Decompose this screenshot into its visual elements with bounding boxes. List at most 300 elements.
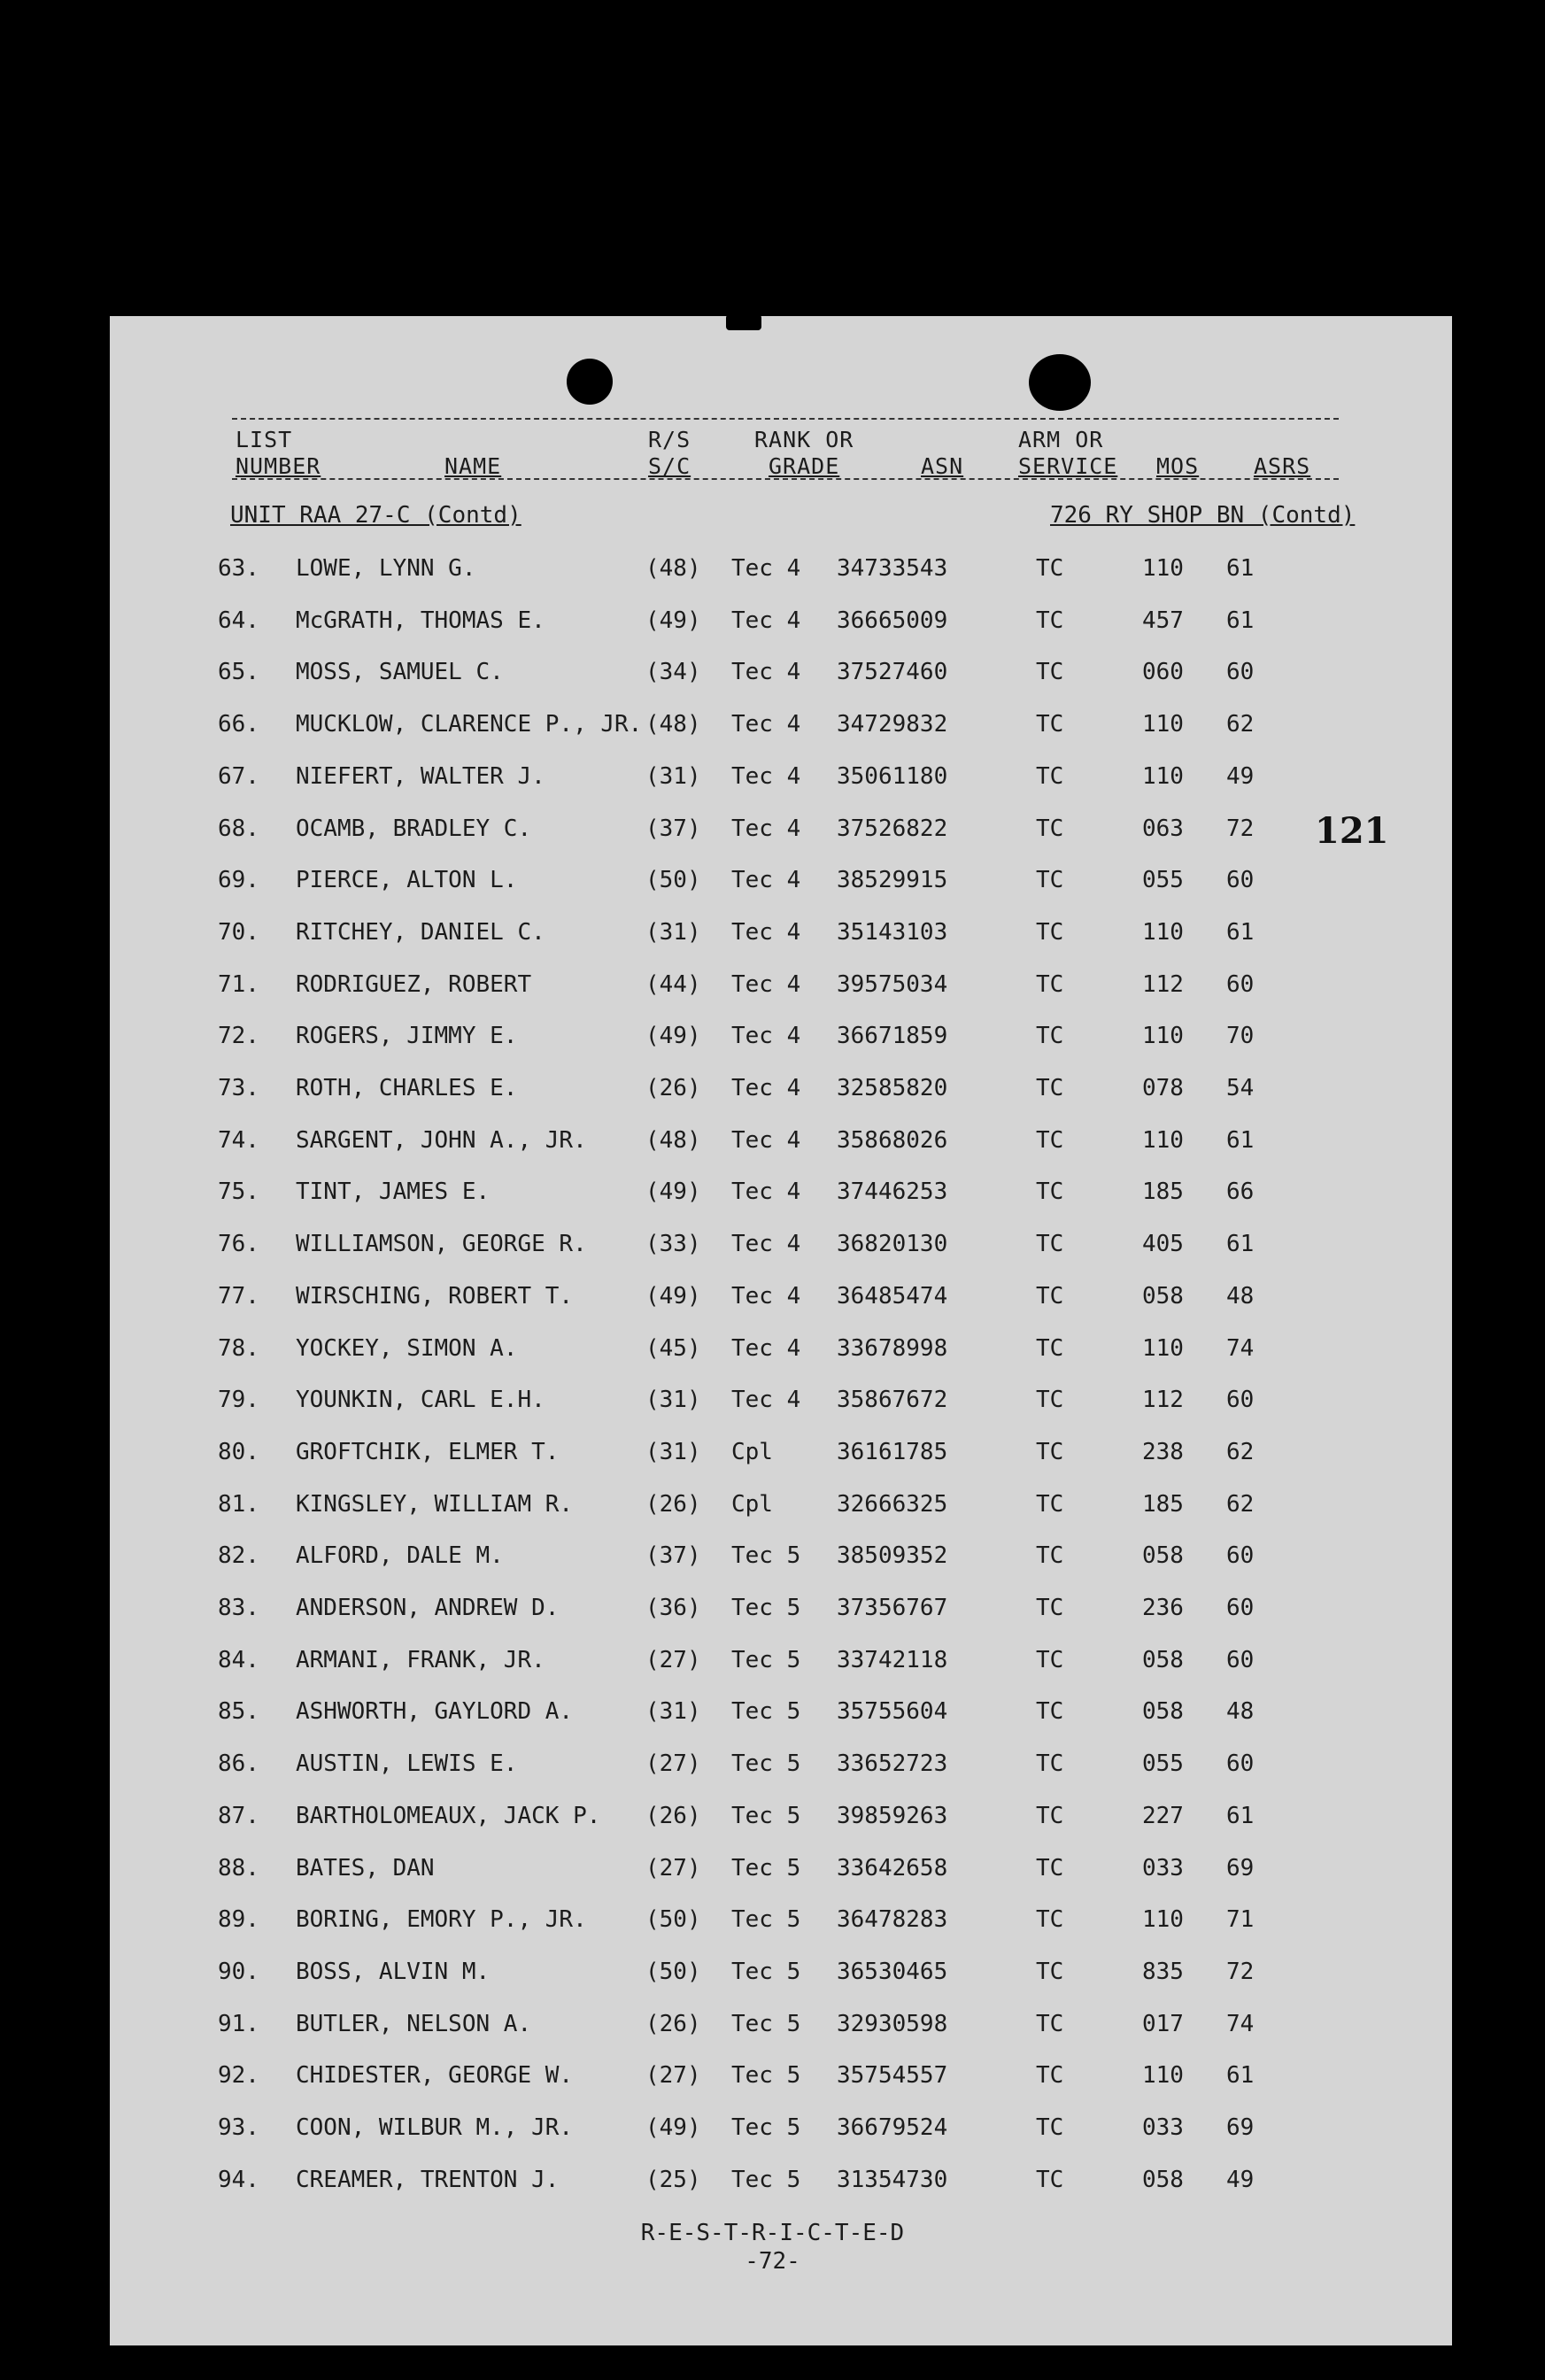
cell-name: COON, WILBUR M., JR.: [296, 2114, 574, 2141]
cell-rank: Tec 5: [731, 1958, 801, 1985]
cell-arm: TC: [1036, 2062, 1064, 2090]
cell-mos: 058: [1142, 1282, 1184, 1310]
cell-asn: 36820130: [837, 1231, 948, 1258]
cell-mos: 058: [1142, 2166, 1184, 2193]
cell-asrs: 49: [1226, 2166, 1255, 2193]
cell-mos: 110: [1142, 1334, 1184, 1362]
table-row: [0, 1023, 1545, 1058]
cell-mos: 112: [1142, 1387, 1184, 1414]
cell-age: (45): [645, 1334, 701, 1362]
footer-restricted: R-E-S-T-R-I-C-T-E-D: [640, 2220, 905, 2246]
footer-page-number: -72-: [745, 2248, 800, 2275]
cell-asn: 35755604: [837, 1698, 948, 1726]
cell-mos: 110: [1142, 2062, 1184, 2090]
cell-name: YOCKEY, SIMON A.: [296, 1334, 518, 1362]
cell-mos: 110: [1142, 1126, 1184, 1154]
cell-num: 74.: [218, 1126, 259, 1154]
table-row: [0, 2167, 1545, 2202]
cell-num: 73.: [218, 1075, 259, 1101]
cell-age: (44): [645, 970, 701, 998]
cell-mos: 033: [1142, 1854, 1184, 1882]
punch-hole-right: [1029, 354, 1091, 411]
cell-asn: 37446253: [837, 1178, 948, 1206]
cell-mos: 110: [1142, 762, 1184, 790]
cell-arm: TC: [1036, 1854, 1064, 1882]
header-asn: ASN: [921, 453, 964, 479]
cell-rank: Tec 5: [731, 1802, 801, 1829]
cell-age: (50): [645, 867, 701, 894]
cell-age: (50): [645, 1906, 701, 1934]
header-asrs: ASRS: [1254, 453, 1311, 479]
cell-name: WILLIAMSON, GEORGE R.: [296, 1231, 587, 1258]
cell-asn: 36530465: [837, 1958, 948, 1985]
cell-name: ROTH, CHARLES E.: [296, 1075, 518, 1101]
cell-asrs: 48: [1226, 1282, 1255, 1310]
cell-mos: 055: [1142, 867, 1184, 894]
cell-num: 75.: [218, 1178, 259, 1206]
cell-arm: TC: [1036, 1646, 1064, 1673]
cell-asn: 34733543: [837, 555, 948, 582]
cell-num: 81.: [218, 1490, 259, 1518]
table-row: [0, 1542, 1545, 1578]
cell-asn: 35867672: [837, 1387, 948, 1414]
cell-asn: 36665009: [837, 607, 948, 634]
cell-asn: 34729832: [837, 711, 948, 738]
cell-asrs: 60: [1226, 1750, 1255, 1778]
cell-asn: 33642658: [837, 1854, 948, 1882]
cell-name: YOUNKIN, CARL E.H.: [296, 1387, 545, 1414]
cell-mos: 110: [1142, 1906, 1184, 1934]
cell-rank: Tec 4: [731, 918, 801, 946]
cell-name: CREAMER, TRENTON J.: [296, 2166, 560, 2193]
table-row: [0, 1439, 1545, 1474]
cell-asrs: 60: [1226, 1595, 1255, 1621]
cell-mos: 055: [1142, 1750, 1184, 1778]
cell-num: 64.: [218, 607, 259, 634]
cell-num: 89.: [218, 1906, 259, 1934]
cell-age: (50): [645, 1958, 701, 1985]
cell-arm: TC: [1036, 867, 1064, 894]
cell-rank: Tec 4: [731, 815, 801, 842]
cell-name: TINT, JAMES E.: [296, 1178, 491, 1206]
cell-num: 76.: [218, 1231, 259, 1258]
cell-mos: 405: [1142, 1231, 1184, 1258]
table-row: [0, 1595, 1545, 1630]
cell-name: RITCHEY, DANIEL C.: [296, 918, 545, 946]
cell-age: (27): [645, 1854, 701, 1882]
cell-rank: Tec 4: [731, 1387, 801, 1414]
cell-asrs: 69: [1226, 1854, 1255, 1882]
cell-arm: TC: [1036, 1126, 1064, 1154]
table-row: [0, 763, 1545, 799]
cell-mos: 112: [1142, 970, 1184, 998]
cell-arm: TC: [1036, 1023, 1064, 1050]
cell-age: (27): [645, 1646, 701, 1673]
cell-arm: TC: [1036, 1334, 1064, 1362]
table-row: [0, 1491, 1545, 1526]
cell-asn: 37356767: [837, 1595, 948, 1621]
cell-rank: Tec 5: [731, 1854, 801, 1882]
table-row: [0, 1750, 1545, 1786]
cell-mos: 063: [1142, 815, 1184, 842]
cell-rank: Tec 4: [731, 1282, 801, 1310]
cell-age: (31): [645, 918, 701, 946]
cell-name: LOWE, LYNN G.: [296, 555, 476, 582]
cell-mos: 058: [1142, 1646, 1184, 1673]
page-number-stamp: 121: [1315, 810, 1389, 852]
cell-rank: Cpl: [731, 1490, 773, 1518]
cell-mos: 835: [1142, 1958, 1184, 1985]
table-row: [0, 1803, 1545, 1838]
cell-age: (26): [645, 1802, 701, 1829]
header-rs-1: R/S: [648, 427, 691, 452]
cell-age: (49): [645, 1178, 701, 1206]
torn-edge-mark: [726, 314, 761, 330]
cell-rank: Tec 4: [731, 607, 801, 634]
table-row: [0, 1075, 1545, 1110]
cell-rank: Tec 4: [731, 555, 801, 582]
cell-mos: 227: [1142, 1802, 1184, 1829]
cell-asrs: 60: [1226, 1542, 1255, 1570]
cell-arm: TC: [1036, 711, 1064, 738]
cell-rank: Tec 4: [731, 1334, 801, 1362]
cell-arm: TC: [1036, 1906, 1064, 1934]
cell-rank: Tec 4: [731, 867, 801, 894]
cell-num: 93.: [218, 2114, 259, 2141]
cell-asrs: 62: [1226, 1490, 1255, 1518]
cell-asrs: 66: [1226, 1178, 1255, 1206]
cell-num: 77.: [218, 1282, 259, 1310]
cell-name: MUCKLOW, CLARENCE P., JR.: [296, 711, 643, 738]
cell-rank: Tec 5: [731, 2010, 801, 2037]
cell-age: (49): [645, 1023, 701, 1050]
header-name: NAME: [444, 453, 502, 479]
cell-mos: 185: [1142, 1178, 1184, 1206]
cell-mos: 185: [1142, 1490, 1184, 1518]
unit-label-left: UNIT RAA 27-C (Contd): [230, 502, 521, 529]
cell-arm: TC: [1036, 1178, 1064, 1206]
cell-arm: TC: [1036, 815, 1064, 842]
cell-num: 91.: [218, 2010, 259, 2037]
cell-asn: 32930598: [837, 2010, 948, 2037]
cell-age: (48): [645, 1126, 701, 1154]
cell-rank: Tec 5: [731, 1906, 801, 1934]
table-row: [0, 1855, 1545, 1890]
cell-mos: 110: [1142, 711, 1184, 738]
cell-name: ASHWORTH, GAYLORD A.: [296, 1698, 574, 1726]
table-row: [0, 815, 1545, 851]
cell-name: BORING, EMORY P., JR.: [296, 1906, 587, 1934]
cell-arm: TC: [1036, 607, 1064, 634]
cell-num: 82.: [218, 1542, 259, 1570]
cell-arm: TC: [1036, 659, 1064, 686]
cell-arm: TC: [1036, 1490, 1064, 1518]
cell-asrs: 61: [1226, 1802, 1255, 1829]
unit-label-right: 726 RY SHOP BN (Contd): [1050, 502, 1356, 529]
header-list-number-2: NUMBER: [236, 453, 321, 479]
cell-arm: TC: [1036, 1438, 1064, 1465]
cell-asn: 35061180: [837, 762, 948, 790]
table-row: [0, 711, 1545, 746]
cell-asn: 36161785: [837, 1438, 948, 1465]
header-arm-1: ARM OR: [1018, 427, 1104, 452]
cell-rank: Tec 5: [731, 2166, 801, 2193]
cell-age: (31): [645, 1387, 701, 1414]
cell-age: (31): [645, 1698, 701, 1726]
cell-num: 63.: [218, 555, 259, 582]
cell-num: 69.: [218, 867, 259, 894]
cell-num: 92.: [218, 2062, 259, 2090]
cell-num: 90.: [218, 1958, 259, 1985]
cell-arm: TC: [1036, 1282, 1064, 1310]
cell-mos: 457: [1142, 607, 1184, 634]
table-row: [0, 2114, 1545, 2150]
cell-arm: TC: [1036, 2166, 1064, 2193]
cell-num: 71.: [218, 970, 259, 998]
cell-arm: TC: [1036, 1542, 1064, 1570]
cell-name: AUSTIN, LEWIS E.: [296, 1750, 518, 1778]
cell-age: (36): [645, 1595, 701, 1621]
cell-asrs: 74: [1226, 1334, 1255, 1362]
table-row: [0, 867, 1545, 902]
table-row: [0, 919, 1545, 954]
cell-name: OCAMB, BRADLEY C.: [296, 815, 532, 842]
cell-name: RODRIGUEZ, ROBERT: [296, 970, 532, 998]
cell-name: McGRATH, THOMAS E.: [296, 607, 545, 634]
cell-age: (26): [645, 2010, 701, 2037]
cell-mos: 110: [1142, 1023, 1184, 1050]
table-row: [0, 659, 1545, 694]
cell-asrs: 60: [1226, 1387, 1255, 1414]
header-rule-top: [232, 418, 1339, 420]
cell-rank: Tec 4: [731, 762, 801, 790]
cell-name: CHIDESTER, GEORGE W.: [296, 2062, 574, 2090]
cell-mos: 238: [1142, 1438, 1184, 1465]
cell-name: PIERCE, ALTON L.: [296, 867, 518, 894]
cell-rank: Tec 4: [731, 659, 801, 686]
cell-age: (26): [645, 1490, 701, 1518]
cell-arm: TC: [1036, 1387, 1064, 1414]
header-rank-1: RANK OR: [754, 427, 854, 452]
punch-hole-left: [567, 359, 613, 405]
cell-asn: 37526822: [837, 815, 948, 842]
header-rule-bottom: [232, 478, 1339, 480]
table-row: [0, 2011, 1545, 2046]
cell-mos: 078: [1142, 1075, 1184, 1101]
cell-arm: TC: [1036, 1698, 1064, 1726]
cell-num: 65.: [218, 659, 259, 686]
cell-rank: Tec 4: [731, 1126, 801, 1154]
header-arm-2: SERVICE: [1018, 453, 1118, 479]
cell-age: (37): [645, 815, 701, 842]
cell-mos: 033: [1142, 2114, 1184, 2141]
cell-name: NIEFERT, WALTER J.: [296, 762, 545, 790]
cell-mos: 060: [1142, 659, 1184, 686]
cell-asrs: 54: [1226, 1075, 1255, 1101]
cell-name: SARGENT, JOHN A., JR.: [296, 1126, 587, 1154]
cell-arm: TC: [1036, 970, 1064, 998]
cell-rank: Tec 5: [731, 1750, 801, 1778]
cell-age: (48): [645, 555, 701, 582]
table-row: [0, 1231, 1545, 1266]
cell-asrs: 62: [1226, 1438, 1255, 1465]
table-row: [0, 607, 1545, 643]
cell-asrs: 61: [1226, 1231, 1255, 1258]
cell-asn: 33678998: [837, 1334, 948, 1362]
cell-age: (25): [645, 2166, 701, 2193]
table-row: [0, 1283, 1545, 1318]
cell-num: 87.: [218, 1802, 259, 1829]
table-row: [0, 1178, 1545, 1214]
cell-arm: TC: [1036, 1595, 1064, 1621]
table-row: [0, 1647, 1545, 1682]
cell-asrs: 72: [1226, 815, 1255, 842]
cell-mos: 110: [1142, 918, 1184, 946]
cell-mos: 058: [1142, 1542, 1184, 1570]
cell-rank: Tec 4: [731, 711, 801, 738]
cell-num: 88.: [218, 1854, 259, 1882]
cell-name: KINGSLEY, WILLIAM R.: [296, 1490, 574, 1518]
cell-asn: 32585820: [837, 1075, 948, 1101]
cell-asrs: 72: [1226, 1958, 1255, 1985]
cell-rank: Tec 5: [731, 2114, 801, 2141]
cell-asn: 36671859: [837, 1023, 948, 1050]
cell-age: (49): [645, 2114, 701, 2141]
cell-rank: Tec 5: [731, 1542, 801, 1570]
cell-asn: 38529915: [837, 867, 948, 894]
cell-rank: Tec 4: [731, 970, 801, 998]
cell-asrs: 74: [1226, 2010, 1255, 2037]
cell-num: 94.: [218, 2166, 259, 2193]
cell-asn: 31354730: [837, 2166, 948, 2193]
cell-mos: 236: [1142, 1595, 1184, 1621]
cell-asrs: 70: [1226, 1023, 1255, 1050]
cell-num: 84.: [218, 1646, 259, 1673]
cell-name: BUTLER, NELSON A.: [296, 2010, 532, 2037]
cell-arm: TC: [1036, 2114, 1064, 2141]
header-list-number-1: LIST: [236, 427, 293, 452]
cell-asn: 32666325: [837, 1490, 948, 1518]
table-row: [0, 1335, 1545, 1371]
cell-asrs: 71: [1226, 1906, 1255, 1934]
cell-age: (49): [645, 1282, 701, 1310]
cell-num: 72.: [218, 1023, 259, 1050]
cell-num: 80.: [218, 1438, 259, 1465]
cell-age: (26): [645, 1075, 701, 1101]
cell-asrs: 60: [1226, 867, 1255, 894]
header-rs-2: S/C: [648, 453, 691, 479]
cell-arm: TC: [1036, 1231, 1064, 1258]
cell-asn: 35754557: [837, 2062, 948, 2090]
cell-num: 70.: [218, 918, 259, 946]
cell-num: 78.: [218, 1334, 259, 1362]
cell-num: 85.: [218, 1698, 259, 1726]
cell-mos: 017: [1142, 2010, 1184, 2037]
cell-asn: 37527460: [837, 659, 948, 686]
cell-asrs: 62: [1226, 711, 1255, 738]
cell-arm: TC: [1036, 1958, 1064, 1985]
cell-asrs: 60: [1226, 970, 1255, 998]
table-row: [0, 555, 1545, 591]
cell-rank: Tec 5: [731, 1646, 801, 1673]
cell-age: (49): [645, 607, 701, 634]
cell-name: BOSS, ALVIN M.: [296, 1958, 491, 1985]
cell-num: 86.: [218, 1750, 259, 1778]
cell-name: ROGERS, JIMMY E.: [296, 1023, 518, 1050]
cell-name: WIRSCHING, ROBERT T.: [296, 1282, 574, 1310]
cell-mos: 058: [1142, 1698, 1184, 1726]
cell-age: (31): [645, 1438, 701, 1465]
cell-asrs: 69: [1226, 2114, 1255, 2141]
cell-age: (33): [645, 1231, 701, 1258]
cell-arm: TC: [1036, 1750, 1064, 1778]
cell-rank: Tec 4: [731, 1075, 801, 1101]
cell-asrs: 48: [1226, 1698, 1255, 1726]
cell-age: (27): [645, 2062, 701, 2090]
cell-num: 66.: [218, 711, 259, 738]
cell-asn: 35143103: [837, 918, 948, 946]
cell-name: ANDERSON, ANDREW D.: [296, 1595, 560, 1621]
cell-rank: Tec 4: [731, 1231, 801, 1258]
cell-age: (48): [645, 711, 701, 738]
cell-age: (37): [645, 1542, 701, 1570]
table-row: [0, 1698, 1545, 1734]
header-rank-2: GRADE: [769, 453, 840, 479]
cell-name: MOSS, SAMUEL C.: [296, 659, 504, 686]
cell-asrs: 61: [1226, 607, 1255, 634]
cell-arm: TC: [1036, 2010, 1064, 2037]
cell-asn: 39859263: [837, 1802, 948, 1829]
cell-num: 83.: [218, 1595, 259, 1621]
cell-asn: 35868026: [837, 1126, 948, 1154]
table-row: [0, 971, 1545, 1007]
cell-name: ARMANI, FRANK, JR.: [296, 1646, 545, 1673]
cell-age: (34): [645, 659, 701, 686]
cell-asrs: 61: [1226, 555, 1255, 582]
cell-asrs: 60: [1226, 1646, 1255, 1673]
cell-name: BATES, DAN: [296, 1854, 435, 1882]
cell-arm: TC: [1036, 1802, 1064, 1829]
table-row: [0, 1127, 1545, 1163]
cell-rank: Tec 5: [731, 1595, 801, 1621]
cell-asrs: 61: [1226, 1126, 1255, 1154]
cell-arm: TC: [1036, 762, 1064, 790]
cell-asn: 36478283: [837, 1906, 948, 1934]
cell-arm: TC: [1036, 918, 1064, 946]
cell-name: GROFTCHIK, ELMER T.: [296, 1438, 560, 1465]
table-row: [0, 2062, 1545, 2098]
cell-rank: Tec 5: [731, 2062, 801, 2090]
cell-rank: Tec 5: [731, 1698, 801, 1726]
cell-num: 79.: [218, 1387, 259, 1414]
cell-asn: 36679524: [837, 2114, 948, 2141]
cell-num: 67.: [218, 762, 259, 790]
cell-asn: 39575034: [837, 970, 948, 998]
cell-mos: 110: [1142, 555, 1184, 582]
cell-age: (27): [645, 1750, 701, 1778]
cell-rank: Tec 4: [731, 1023, 801, 1050]
cell-asn: 38509352: [837, 1542, 948, 1570]
cell-num: 68.: [218, 815, 259, 842]
table-row: [0, 1387, 1545, 1422]
cell-asrs: 61: [1226, 918, 1255, 946]
cell-asn: 33742118: [837, 1646, 948, 1673]
cell-name: ALFORD, DALE M.: [296, 1542, 504, 1570]
cell-rank: Cpl: [731, 1438, 773, 1465]
cell-asn: 33652723: [837, 1750, 948, 1778]
table-row: [0, 1959, 1545, 1994]
cell-asn: 36485474: [837, 1282, 948, 1310]
